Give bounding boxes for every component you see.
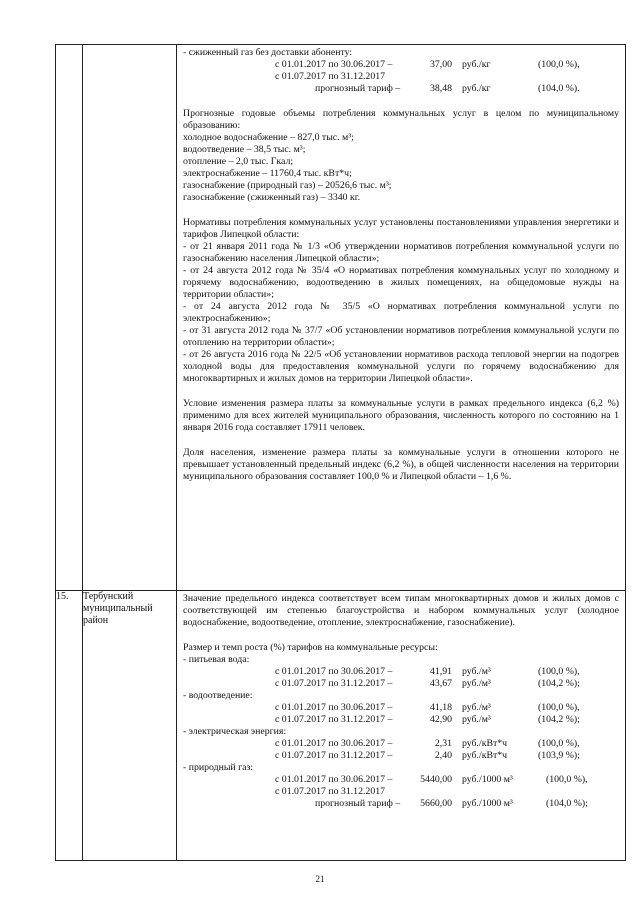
row-content-cell [177, 591, 626, 861]
volume-item: газоснабжение (сжиженный газ) – 3340 кг. [183, 192, 361, 203]
volume-item: газоснабжение (природный газ) – 20526,6 тыс. м³; [183, 180, 392, 191]
tariffs-heading: Размер и темп роста (%) тарифов на коммунальные ресурсы: [183, 642, 438, 653]
tariff-line: с 01.07.2017 по 31.12.2017 [275, 71, 386, 82]
norm-item: - от 26 августа 2016 года № 22/5 «Об установлении нормативов расхода тепловой энергии на подогрев холодной воды для предоставления коммунальной услуги по горячему водоснабжению для многоквартирных и жилых домов на территории Липецкой области». [183, 349, 619, 384]
norm-item: - от 21 января 2011 года № 1/3 «Об утверждении нормативов потребления коммунальной услуги по газоснабжению населения Липецкой области»; [183, 241, 619, 264]
tariff-line: с 01.07.2017 по 31.12.2017 – 42,90 руб./м³ (104,2 %); [275, 714, 580, 725]
row-number: 15. [56, 591, 83, 861]
municipality-cell [83, 45, 177, 591]
tariff-line: с 01.01.2017 по 30.06.2017 – 5440,00 руб./1000 м³ (100,0 %), [275, 774, 588, 785]
tariff-line: с 01.07.2017 по 31.12.2017 [275, 786, 386, 797]
tariff-line: прогнозный тариф – 38,48 руб./кг (104,0 %). [315, 83, 580, 94]
water-label: - питьевая вода: [183, 654, 250, 665]
volume-item: электроснабжение – 11760,4 тыс. кВт*ч; [183, 168, 352, 179]
condition-paragraph: Условие изменения размера платы за коммунальные услуги в рамках предельного индекса (6,2 %) применимо для всех жителей муниципального образования, численность которого по состоянию на 1 января 2016 года составляет 17911 человек. [183, 398, 619, 433]
tariff-line: с 01.07.2017 по 31.12.2017 – 43,67 руб./м³ (104,2 %); [275, 678, 580, 689]
table-row [56, 591, 626, 861]
row-content-cell [177, 45, 626, 591]
volume-item: водоотведение – 38,5 тыс. м³; [183, 144, 306, 155]
lpg-label: - сжиженный газ без доставки абоненту: [183, 47, 353, 58]
norm-item: - от 31 августа 2012 года № 37/7 «Об установлении нормативов потребления коммунальной услуги по отоплению на территории области»; [183, 325, 619, 348]
index-intro: Значение предельного индекса соответствует всем типам многоквартирных домов и жилых домов с соответствующей им степенью благоустройства и набором коммунальных услуг (холодное водоснабжение, водоотведение, отопление, электроснабжение, газоснабжение). [183, 593, 619, 628]
sewer-label: - водоотведение: [183, 690, 253, 701]
page-number: 21 [315, 874, 325, 884]
tariff-line: с 01.01.2017 по 30.06.2017 – 37,00 руб./кг (100,0 %), [275, 59, 580, 70]
norm-item: - от 24 августа 2012 года № 35/4 «О нормативах потребления коммунальных услуг по холодному и горячему водоснабжению, водоотведению в жилых помещениях, на общедомовые нужды на территории области»; [183, 265, 619, 300]
volumes-heading: Прогнозные годовые объемы потребления коммунальных услуг в целом по муниципальному образованию: [183, 108, 619, 131]
tariff-line: с 01.01.2017 по 30.06.2017 – 2,31 руб./кВт*ч (100,0 %), [275, 738, 580, 749]
volume-item: холодное водоснабжение – 827,0 тыс. м³; [183, 132, 354, 143]
table-row [56, 45, 626, 591]
tariff-line: с 01.07.2017 по 31.12.2017 – 2,40 руб./кВт*ч (103,9 %); [275, 750, 580, 761]
tariff-line: прогнозный тариф – 5660,00 руб./1000 м³ (104,0 %); [315, 798, 588, 809]
norms-heading: Нормативы потребления коммунальных услуг установлены постановлениями управления энергетики и тарифов Липецкой области: [183, 217, 619, 240]
share-paragraph: Доля населения, изменение размера платы за коммунальные услуги в отношении которого не превышает установленный предельный индекс (6,2 %), в общей численности населения на территории муниципального образования составляет 100,0 % и Липецкой области – 1,6 %. [183, 447, 619, 482]
volume-item: отопление – 2,0 тыс. Гкал; [183, 156, 294, 167]
municipal-table [55, 44, 626, 861]
municipality-name: Тербунский муниципальный район [83, 591, 177, 861]
tariff-line: с 01.01.2017 по 30.06.2017 – 41,91 руб./м³ (100,0 %), [275, 666, 580, 677]
tariff-line: с 01.01.2017 по 30.06.2017 – 41,18 руб./м³ (100,0 %), [275, 702, 580, 713]
power-label: - электрическая энергия: [183, 726, 287, 737]
gas-label: - природный газ: [183, 762, 254, 773]
row-number-cell [56, 45, 83, 591]
norm-item: - от 24 августа 2012 года № 35/5 «О нормативах потребления коммунальной услуги по электроснабжению»; [183, 301, 619, 324]
